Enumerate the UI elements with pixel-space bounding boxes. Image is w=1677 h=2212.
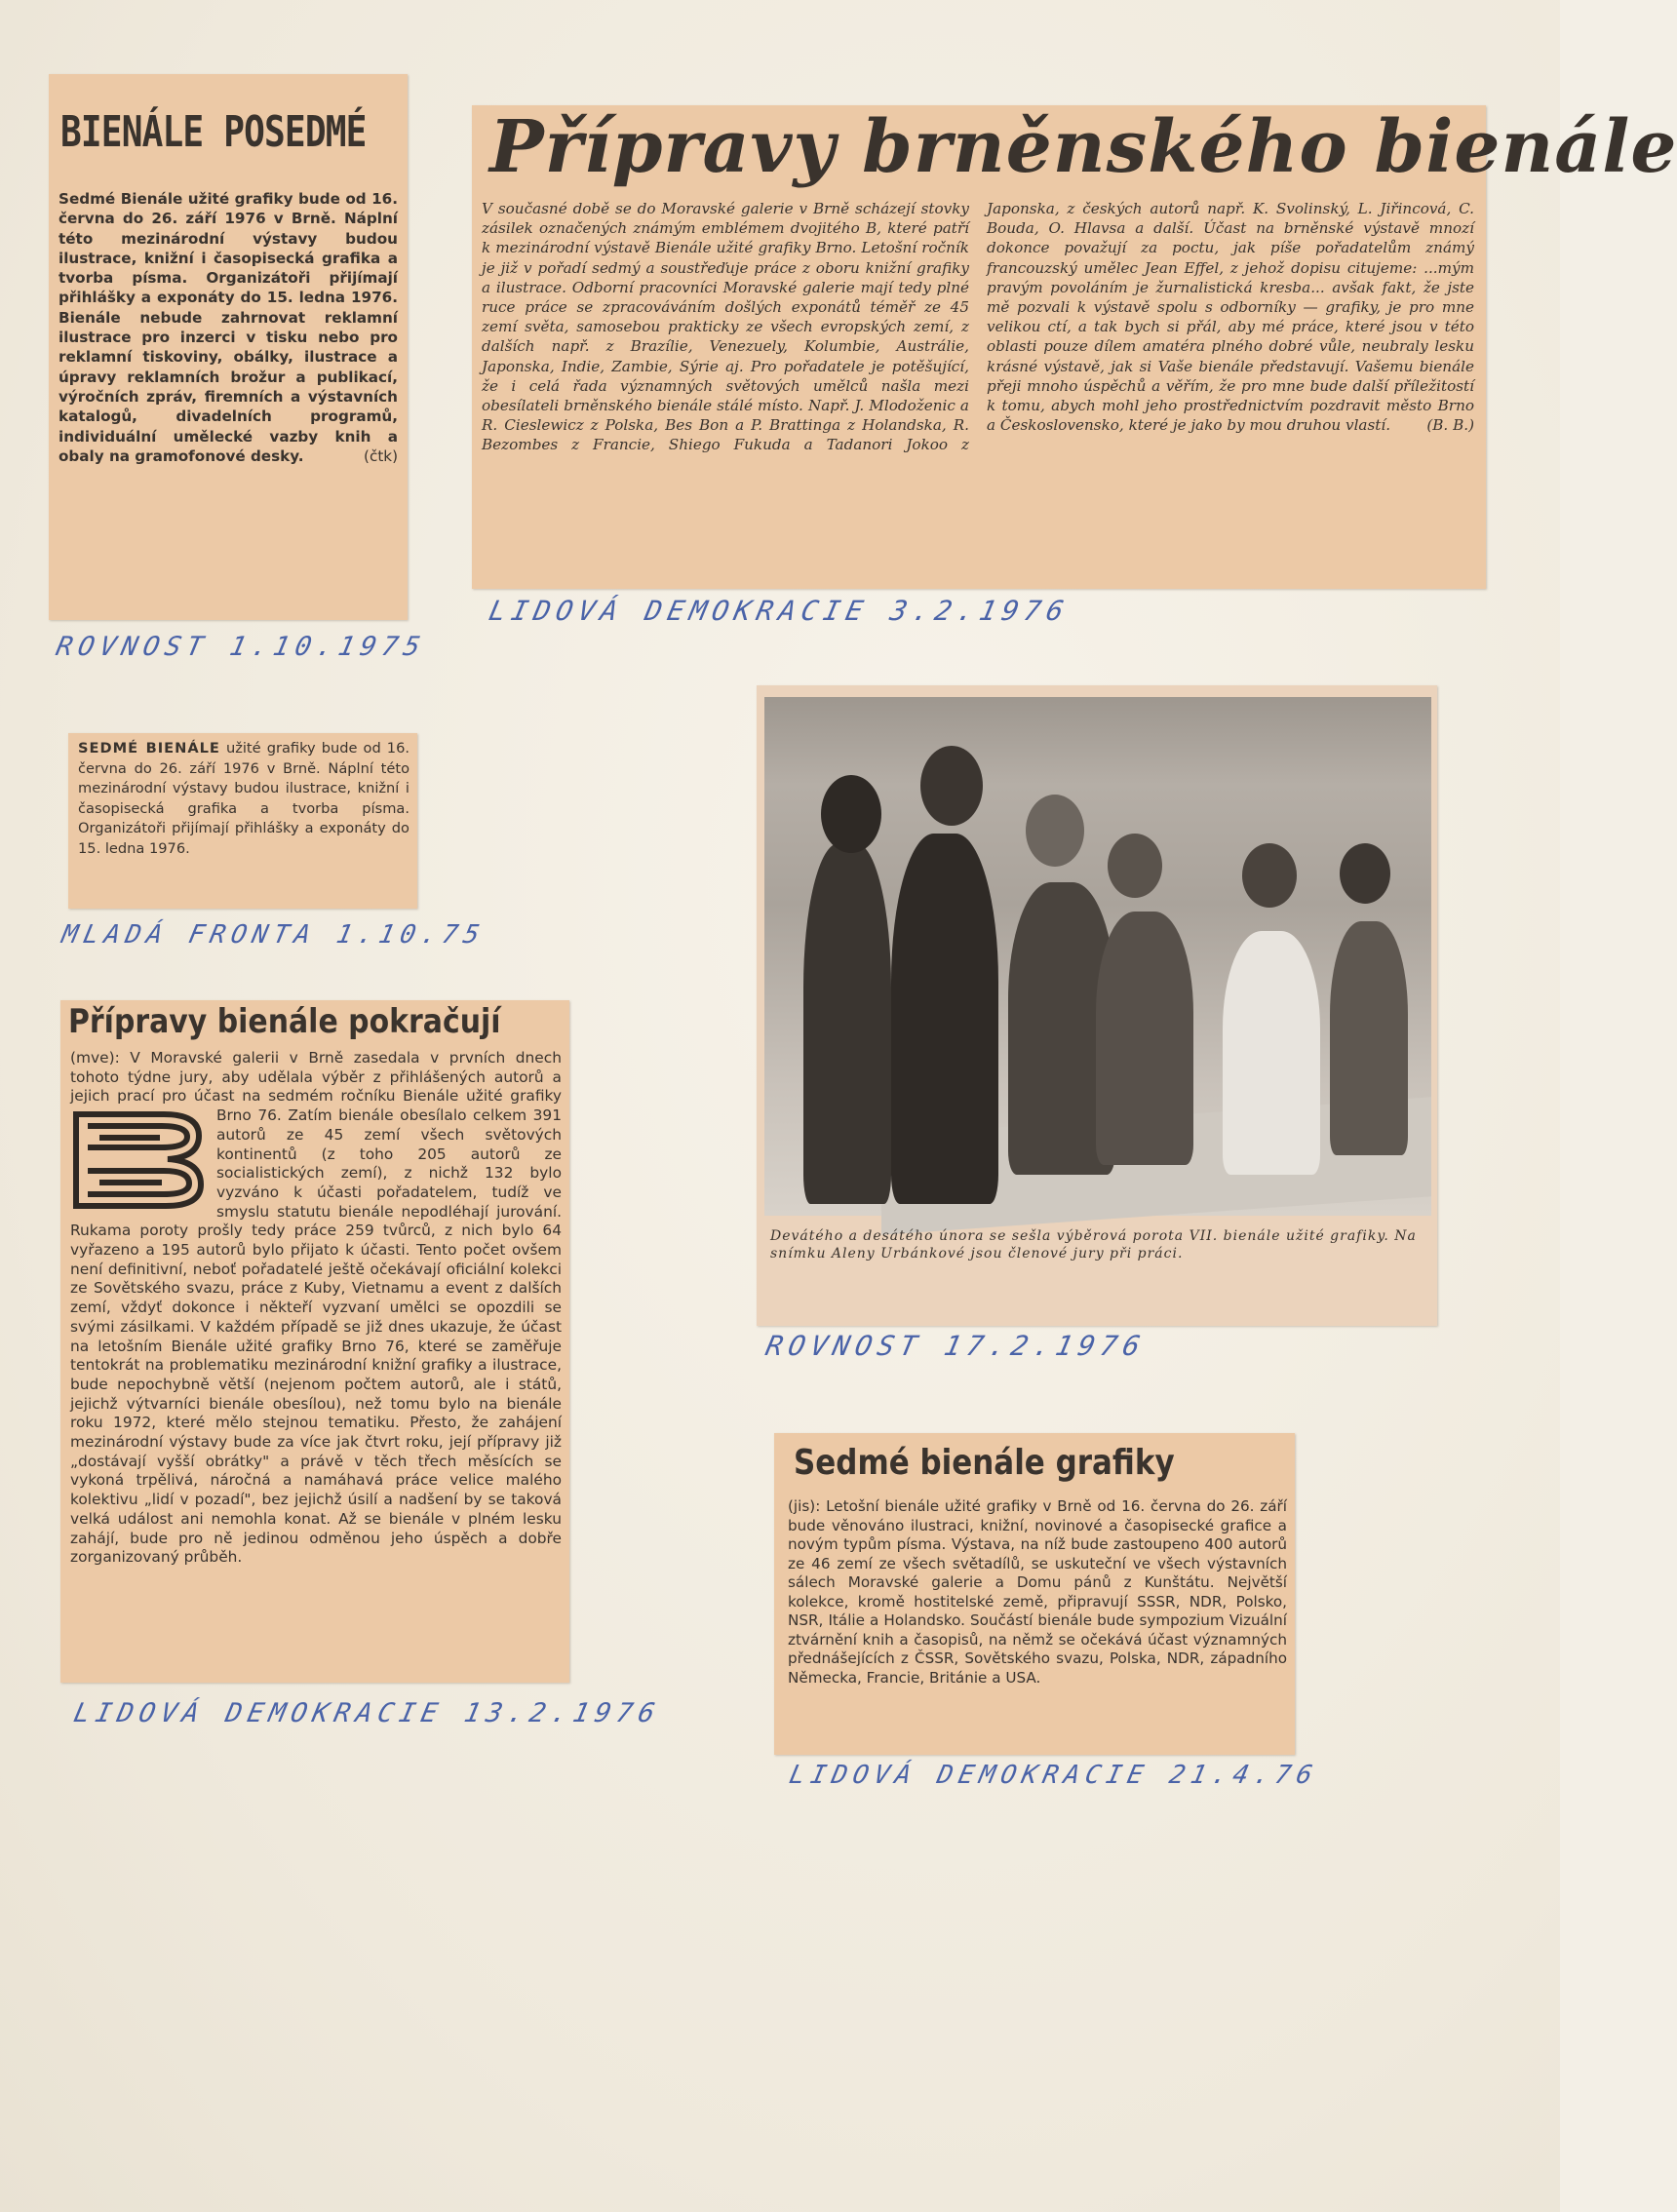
clipping-pripravy-brnenskeho [472,105,1677,589]
clipping-headline: BIENÁLE POSEDMÉ [60,107,367,157]
clipping-body [70,1049,562,1568]
clipping-bienale-posedme [49,74,408,620]
handwritten-source-note: LIDOVÁ DEMOKRACIE 13.2.1976 [70,1698,664,1728]
clipping-text: (jis): Letošní bienále užité grafiky v Brně od 16. června do 26. září bude věnováno ilustraci, knižní, novinové a časopisecké grafice a novým typům písma. Výstava, na níž bude zastoupeno 400 autorů ze 46 zemí ze všech světadílů, se uskuteční ve všech výstavních sálech Moravské galerie a Domu pánů z Kunštátu. Největší kolekce, kromě hostitelské země, připravují SSSR, NDR, Polsko, NSR, Itálie a Holandsko. Součástí bienále bude sympozium Vizuální ztvárnění knih a časopisů, na němž se očekává účast významných přednášejících z ČSSR, Sovětského svazu, Polska, NDR, západního Německa, Francie, Británie a USA. [788,1497,1287,1687]
clipping-intro: (mve): V Moravské galerii v Brně zasedala v prvních dnech tohoto týdne jury, aby udělala výběr z přihlášených autorů a jejich prací pro účast na sedmém ročníku Bienále užité grafiky Brno 76. [70,1049,562,1125]
clipping-body [58,189,398,466]
clipping-body [482,199,1474,455]
clipping-headline: Přípravy brněnského bienále [489,105,1677,189]
clipping-sedme-bienale-grafiky [774,1433,1295,1755]
clipping-headline: Přípravy bienále pokračují [68,1002,501,1041]
clipping-text: užité grafiky bude od 16. června do 26. září 1976 v Brně. Náplní této mezinárodní výstavy budou ilustrace, knižní i časopisecká grafika a tvorba písma. Organizátoři přijímají přihlášky a exponáty do 15. ledna 1976. [78,740,410,857]
clipping-text: Sedmé Bienále užité grafiky bude od 16. června do 26. září 1976 v Brně. Náplní této mezinárodní výstavy budou ilustrace, knižní i časopisecká grafika a tvorba písma. Organizátoři přijímají přihlášky a exponáty do 15. ledna 1976. Bienále nebude zahrnovat reklamní ilustrace pro inzerci v tisku nebo pro reklamní tiskoviny, obálky, ilustrace a úpravy reklamních brožur a publikací, výročních zpráv, firemních a výstavních katalogů, divadelních programů, individuální umělecké vazby knih a obaly na gramofonové desky. [58,190,398,465]
handwritten-source-note: LIDOVÁ DEMOKRACIE 3.2.1976 [486,595,1072,627]
clipping-headline: Sedmé bienále grafiky [794,1443,1175,1483]
clipping-text: Zatím bienále obesílalo celkem 391 autorů ze 45 zemí všech světových kontinentů (z toho 205 autorů ze socialistických zemí), z nichž 132 bylo vyzváno k účasti pořadatelem, tudíž ve smyslu statutu bienále nepodléhají jurování. Rukama poroty prošly tedy práce 259 tvůrců, z nich bylo 64 vyřazeno a 195 autorů bylo přijato k účasti. Tento počet ovšem není definitivní, neboť pořadatelé ještě očekávají oficiální kolekci ze Sovětského svazu, práce z Kuby, Vietnamu a event z dalších zemí, vždyť dokonce i někteří vyzvaní umělci se opozdili se svými zásilkami. V každém případě se již dnes ukazuje, že účast na letošním Bienále užité grafiky Brno 76, které se zaměřuje tentokrát na problematiku mezinárodní knižní grafiky a ilustrace, bude nepochybně větší (nejenom počtem autorů, ale i států, jejichž výtvarníci bienále obesílou), než tomu bylo na bienále roku 1972, které mělo stejnou tematiku. Přesto, že zahájení mezinárodní výstavy bude za více jak čtvrt roku, její přípravy již „dostávají vyšší obrátky" a právě v těch třech měsících se vykoná trpělivá, náročná a namáhavá práce velice malého kolektivu „lidí v pozadí", bez jejichž úsilí a nadšení by se taková velká událost ani nemohla konat. Až se bienále v plném lesku zahájí, bude pro ně jedinou odměnou jeho úspěch a dobře zorganizovaný průběh. [70,1106,562,1567]
photo-caption: Devátého a desátého února se sešla výběrová porota VII. bienále užité grafiky. Na snímku Aleny Urbánkové jsou členové jury při práci. [770,1228,1417,1261]
clipping-body [788,1497,1287,1688]
handwritten-source-note: ROVNOST 1.10.1975 [53,632,429,662]
clipping-source: (B. B.) [1426,416,1474,435]
clipping-body [78,739,410,860]
clipping-source: (čtk) [364,446,398,465]
clipping-text: V současné době se do Moravské galerie v Brně scházejí stovky zásilek označených známým emblémem dvojitého B, které patří k mezinárodní výstavě Bienále užité grafiky Brno. Letošní ročník je již v pořadí sedmý a soustřeďuje práce z oboru knižní grafiky a ilustrace. Odborní pracovníci Moravské galerie mají tedy plné ruce práce se zpracováváním došlých exponátů téměř ze 45 zemí světa, samosebou prakticky ze všech evropských zemí, z dalších např. z Brazílie, Venezuely, Kolumbie, Austrálie, Japonska, Indie, Zambie, Sýrie aj. Pro pořadatele je potěšující, že i celá řada významných světových umělců našla mezi obesílateli brněnského bienále stálé místo. Např. J. Mlodoženic a R. Cieslewicz z Polska, Bes Bon a P. Brattinga z Holandska, R. Bezombes z Francie, Shiego Fukuda a Tadanori Jokoo z Japonska, z českých autorů např. K. Svolinský, L. Jiřincová, C. Bouda, O. Hlavsa a další. Účast na brněnské výstavě mnozí dokonce považují za poctu, jak píše pořadatelům známý francouzský umělec Jean Effel, z jehož dopisu citujeme: ...mým pravým povoláním je žurnalistická kresba... avšak fakt, že jste mě pozvali k výstavě spolu s odborníky — grafiky, je pro mne velikou ctí, a tak bych si přál, aby mé práce, které jsou v této oblasti pouze dílem amatéra plného dobré vůle, neubraly lesku krásné výstavě, jak si Vaše bienále představují. Vašemu bienále přeji mnoho úspěchů a věřím, že pro mne bude další příležitostí k tomu, abych mohl jeho prostřednictvím pozdravit město Brno a Československo, které je jako by mou druhou vlastí. [482,200,1474,454]
handwritten-source-note: LIDOVÁ DEMOKRACIE 21.4.76 [786,1761,1321,1790]
handwritten-source-note: MLADÁ FRONTA 1.10.75 [58,920,488,950]
clipping-photo [757,685,1437,1326]
handwritten-source-note: ROVNOST 17.2.1976 [762,1330,1150,1362]
clipping-pripravy-pokracuji [60,1000,569,1683]
biennale-b-logo-icon [70,1108,205,1210]
jury-photograph [764,697,1431,1216]
clipping-sedme-bienale-short [68,733,417,909]
clipping-lead: SEDMÉ BIENÁLE [78,740,220,757]
